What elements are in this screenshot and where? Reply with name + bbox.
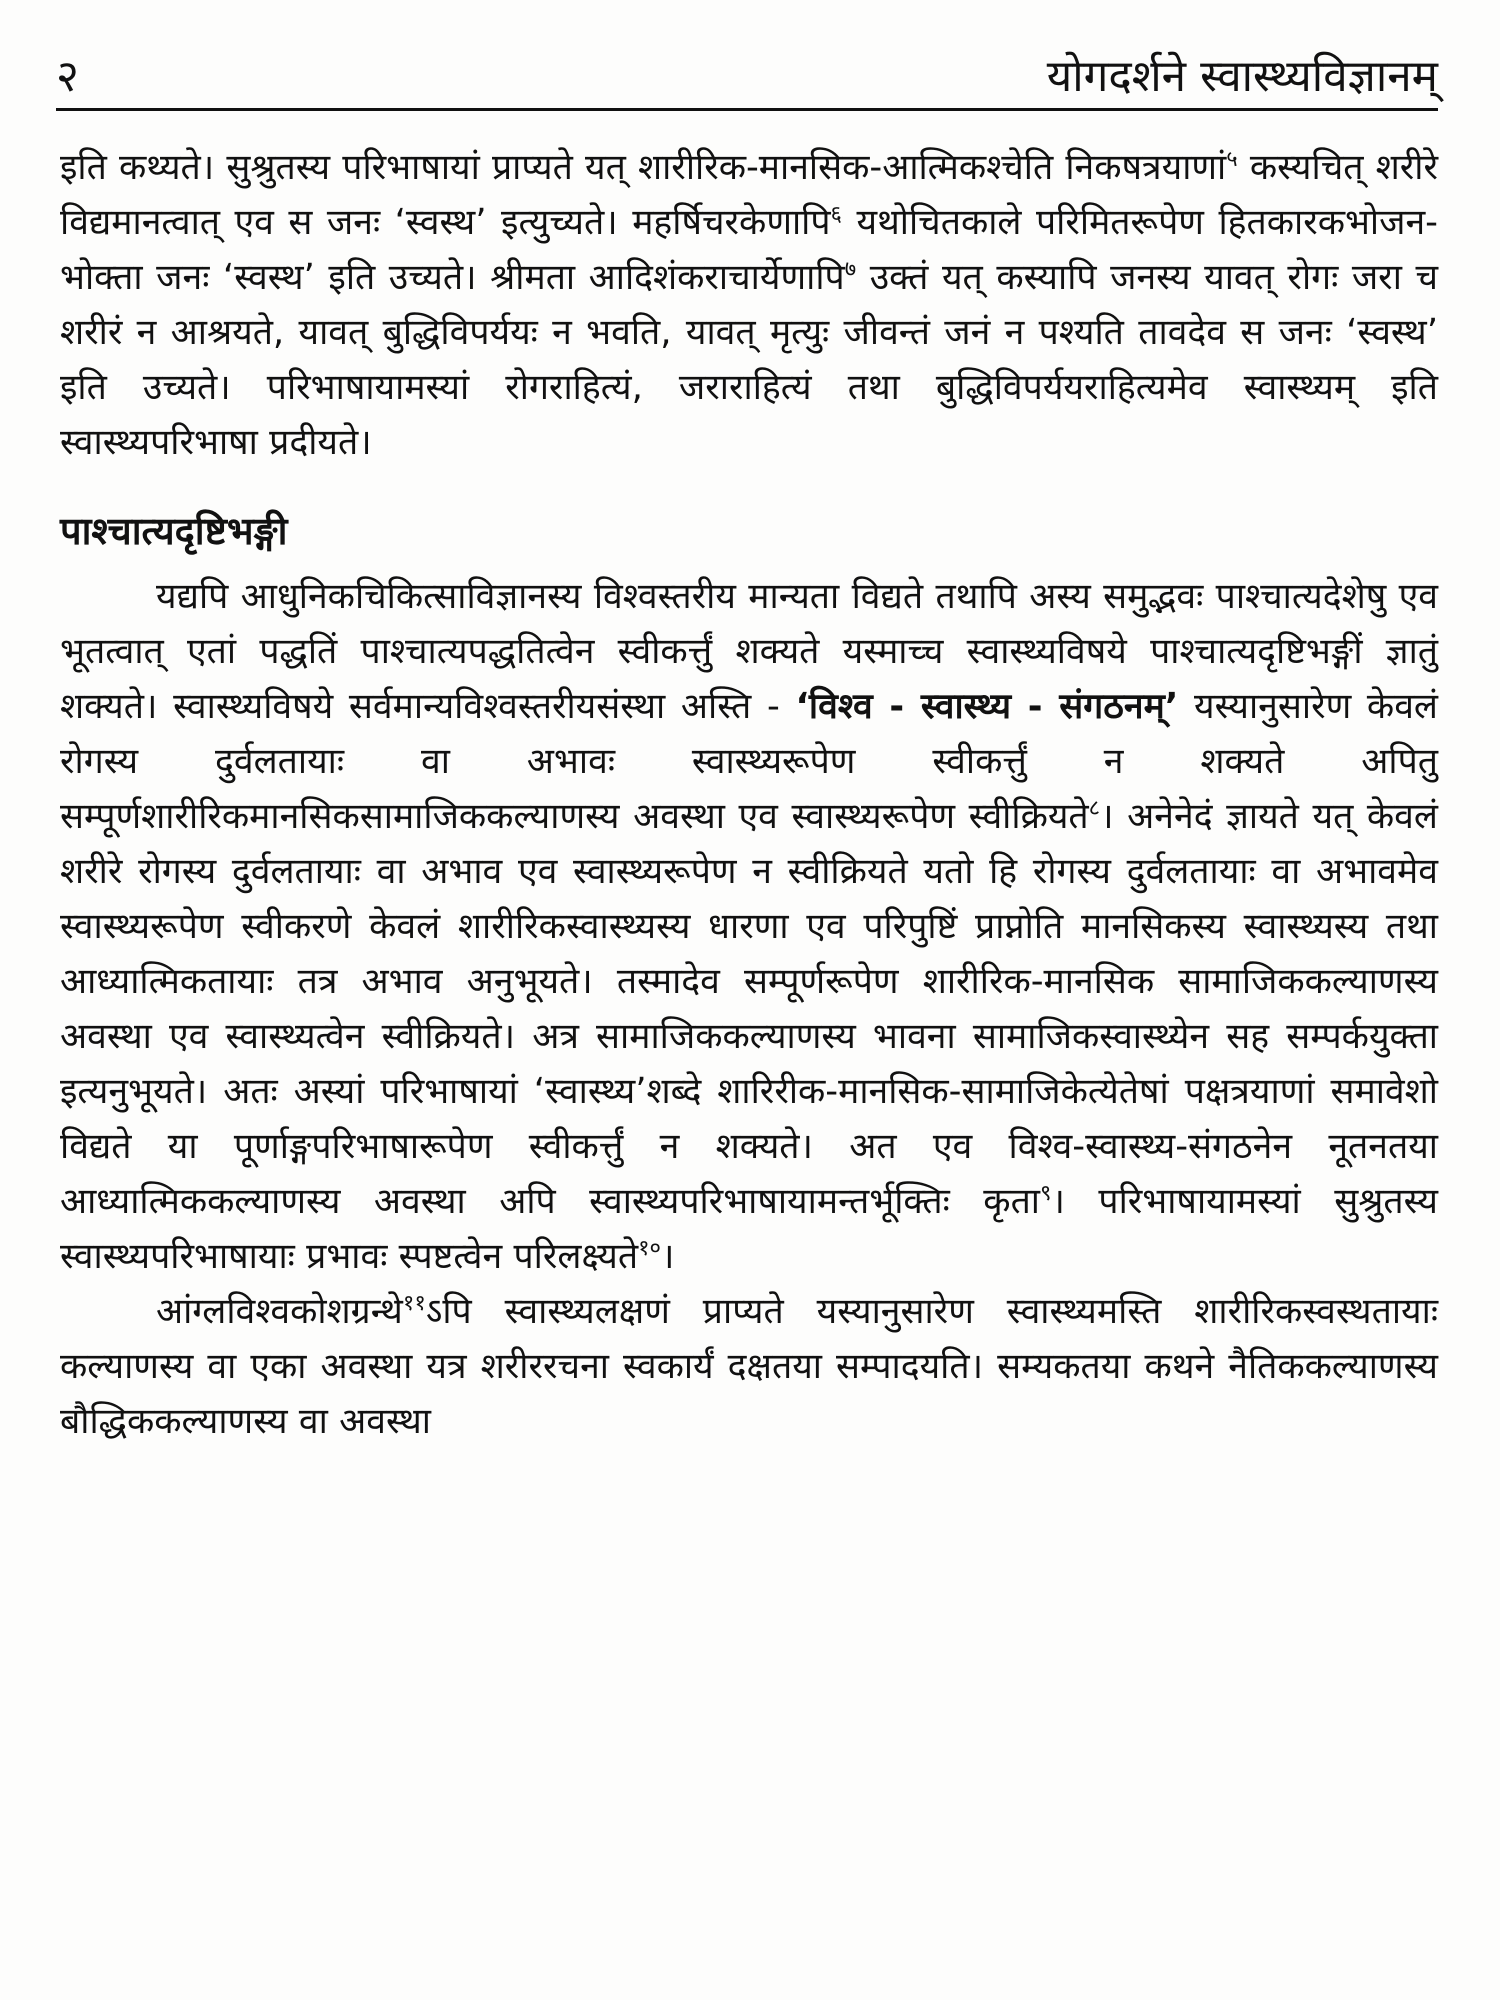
text-segment: यथोचितकाले परिमितरूपेण हितकारकभोजन-भोक्ता जनः ‘स्वस्थ’ इति उच्यते। श्रीमता आदिशंकराचार्येणापि (60, 202, 1438, 298)
footnote-marker: १० (638, 1236, 661, 1262)
footnote-marker: ९ (1040, 1181, 1052, 1207)
page-number: २ (56, 51, 79, 102)
text-segment: यद्यपि आधुनिकचिकित्साविज्ञानस्य विश्वस्तरीय मान्यता विद्यते तथापि अस्य समुद्भवः पाश्चात्यदेशेषु एव भूतत्वात् एतां पद्धतिं पाश्चात्यपद्धतित्वेन स्वीकर्त्तुं शक्यते यस्माच्च स्वास्थ्यविषये पाश्चात्यदृष्टिभङ्गीं ज्ञातुं शक्यते। स्वास्थ्यविषये सर्वमान्यविश्वस्तरीयसंस्था अस्ति - (60, 576, 1438, 727)
footnote-marker: ६ (830, 202, 842, 228)
header-rule (56, 108, 1438, 111)
text-segment: आंग्लविश्वकोशग्रन्थे (156, 1291, 403, 1332)
footnote-marker: ५ (1226, 147, 1238, 173)
page-body (60, 140, 1438, 1449)
footnote-marker: ११ (402, 1291, 426, 1317)
text-segment: । परिभाषायामस्यां सुश्रुतस्य स्वास्थ्यपरिभाषायाः प्रभावः स्पष्टत्वेन परिलक्ष्यते (60, 1181, 1439, 1277)
text-segment: । (660, 1236, 675, 1277)
footnote-marker: ७ (844, 257, 857, 283)
running-title: योगदर्शने स्वास्थ्यविज्ञानम् (1046, 51, 1438, 102)
paragraph-encyclopedia (60, 1284, 1438, 1449)
text-segment: । अनेनेदं ज्ञायते यत् केवलं शरीरे रोगस्य दुर्वलतायाः वा अभाव एव स्वास्थ्यरूपेण न स्वीक्रियते यतो हि रोगस्य दुर्वलतायाः वा अभावमेव स्वास्थ्यरूपेण स्वीकरणे केवलं शारीरिकस्वास्थ्यस्य धारणा एव परिपुष्टिं प्राप्नोति मानसिकस्य स्वास्थ्यस्य तथा आध्यात्मिकतायाः तत्र अभाव अनुभूयते। तस्मादेव सम्पूर्णरूपेण शारीरिक-मानसिक सामाजिककल्याणस्य अवस्था एव स्वास्थ्यत्वेन स्वीक्रियते। अत्र सामाजिककल्याणस्य भावना सामाजिकस्वास्थ्येन सह सम्पर्कयुक्ता इत्यनुभूयते। अतः अस्यां परिभाषायां ‘स्वास्थ्य’शब्दे शारिरीक-मानसिक-सामाजिकेत्येतेषां पक्षत्रयाणां समावेशो विद्यते या पूर्णाङ्गपरिभाषारूपेण स्वीकर्त्तुं न शक्यते। अत एव विश्व-स्वास्थ्य-संगठनेन नूतनतया आध्यात्मिककल्याणस्य अवस्था अपि स्वास्थ्यपरिभाषायामन्तर्भूक्तिः कृता (60, 796, 1438, 1222)
section-heading: पाश्चात्यदृष्टिभङ्गी (60, 509, 288, 553)
text-segment: यस्यानुसारेण केवलं रोगस्य दुर्वलतायाः वा अभावः स्वास्थ्यरूपेण स्वीकर्त्तुं न शक्यते अपितु सम्पूर्णशारीरिकमानसिकसामाजिककल्याणस्य अवस्था एव स्वास्थ्यरूपेण स्वीक्रियते (60, 686, 1438, 837)
paragraph-western-view (60, 569, 1438, 1284)
page-header (56, 44, 1438, 104)
intro-paragraph (60, 140, 1438, 470)
text-segment: इति कथ्यते। सुश्रुतस्य परिभाषायां प्राप्यते यत् शारीरिक-मानसिक-आत्मिकश्चेति निकषत्रयाणां (60, 147, 1227, 188)
text-segment: उक्तं यत् कस्यापि जनस्य यावत् रोगः जरा च शरीरं न आश्रयते, यावत् बुद्धिविपर्ययः न भवति, यावत् मृत्युः जीवन्तं जनं न पश्यति तावदेव स जनः ‘स्वस्थ’ इति उच्यते। परिभाषायामस्यां रोगराहित्यं, जराराहित्यं तथा बुद्धिविपर्ययराहित्यमेव स्वास्थ्यम् इति स्वास्थ्यपरिभाषा प्रदीयते। (60, 257, 1438, 463)
text-segment: ऽपि स्वास्थ्यलक्षणं प्राप्यते यस्यानुसारेण स्वास्थ्यमस्ति शारीरिकस्वस्थतायाः कल्याणस्य वा एका अवस्था यत्र शरीररचना स्वकार्यं दक्षतया सम्पादयति। सम्यकतया कथने नैतिककल्याणस्य बौद्धिककल्याणस्य वा अवस्था (60, 1291, 1438, 1442)
bold-term: ‘विश्व - स्वास्थ्य - संगठनम्’ (795, 686, 1179, 727)
footnote-marker: ८ (1088, 796, 1101, 822)
text-segment: कस्यचित् शरीरे विद्यमानत्वात् एव स जनः ‘स्वस्थ’ इत्युच्यते। महर्षिचरकेणापि (60, 147, 1439, 243)
